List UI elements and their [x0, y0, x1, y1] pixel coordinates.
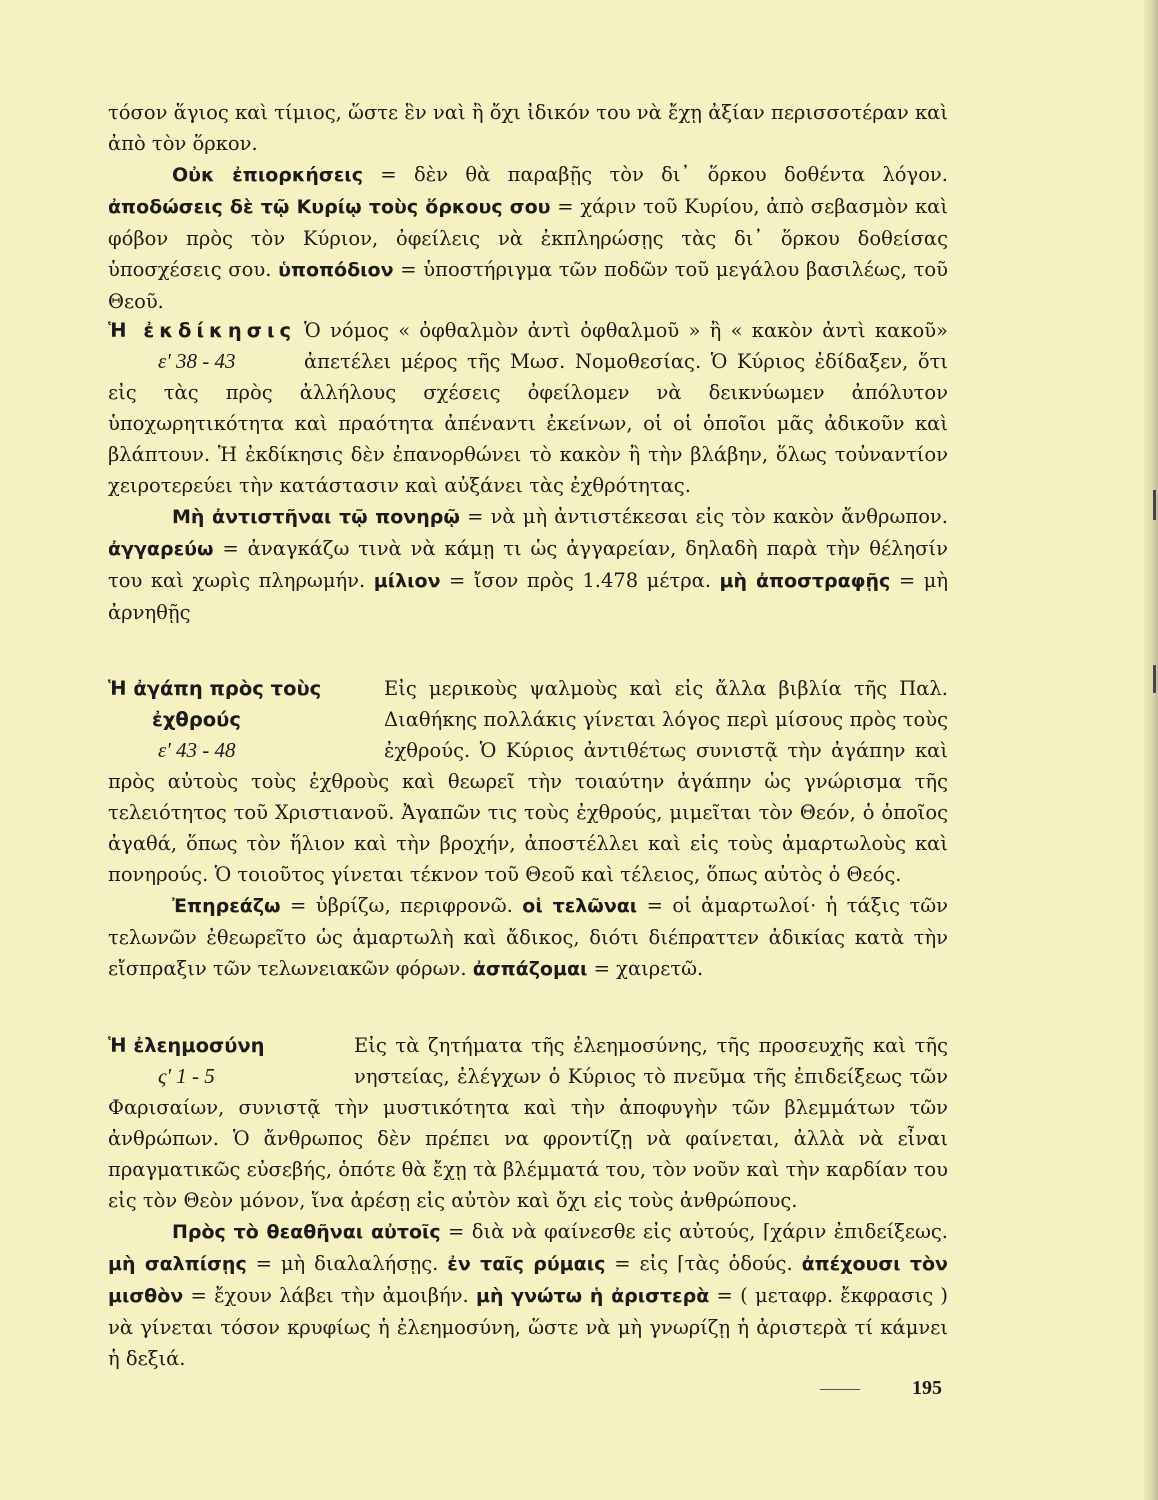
- glossary-definition: = διὰ νὰ φαίνεσθε εἰς αὐτούς, ⌈χάριν ἐπιδείξεως.: [440, 1220, 948, 1243]
- footer-rule: [820, 1389, 860, 1390]
- glossary-definition: = ἀναγκάζω τινὰ νὰ κάμῃ τι ὡς ἀγγαρείαν, δηλαδὴ παρὰ τὴν θέλησίν του καὶ χωρὶς πληρωμήν.: [108, 537, 948, 592]
- glossary-term: Ἐπηρεάζω: [172, 895, 281, 917]
- section-reference: ε' 43 - 48: [158, 738, 236, 762]
- glossary-term: Οὐκ ἐπιορκήσεις: [172, 164, 363, 186]
- section-heading: [108, 1030, 348, 1092]
- glossary-definition: = ( μεταφρ. ἔκφρασις ) νὰ γίνεται τόσον κρυφίως ἡ ἐλεημοσύνη, ὥστε νὰ μὴ γνωρίζῃ ἡ ἀριστερὰ τί κάμνει ἡ δεξιά.: [108, 1284, 948, 1370]
- section-text: Εἰς τὰ ζητήματα τῆς ἐλεημοσύνης, τῆς προσευχῆς καὶ τῆς νηστείας, ἐλέγχων ὁ Κύριος τὸ πνεῦμα τῆς ἐπιδείξεως τῶν Φαρισαίων, συνιστᾷ τὴν μυστικότητα καὶ τὴν ἀποφυγὴν τῶν βλεμμάτων τῶν ἀνθρώπων. Ὁ ἄνθρωπος δὲν πρέπει να φροντίζῃ νὰ φαίνεται, ἀλλὰ νὰ εἶναι πραγματικῶς εὐσεβής, ὁπότε θὰ ἔχῃ τὰ βλέμματά του, τὸν νοῦν καὶ τὴν καρδίαν του εἰς τὸν Θεὸν μόνον, ἵνα ἀρέσῃ εἰς αὐτὸν καὶ ὄχι εἰς τοὺς ἀνθρώπους.: [108, 1034, 948, 1212]
- section-title: Ἡ ἐκδίκησις: [108, 319, 297, 342]
- glossary-definition: = χάριν τοῦ Κυρίου, ἀπὸ σεβασμὸν καὶ φόβον πρὸς τὸν Κύριον, ὀφείλεις νὰ ἐκπληρώσῃς τὰς δι᾿ ὅρκου δοθείσας ὑποσχέσεις σου.: [108, 195, 948, 281]
- glossary-term: μὴ ἀποστραφῇς: [719, 570, 891, 592]
- glossary-definition: = χαιρετῶ.: [587, 957, 704, 980]
- glossary-definition: = νὰ μὴ ἀντιστέκεσαι εἰς τὸν κακὸν ἄνθρωπον.: [459, 505, 948, 528]
- section-reference: ε' 38 - 43: [158, 349, 236, 373]
- glossary-definition: = ὑποστήριγμα τῶν ποδῶν τοῦ μεγάλου βασιλέως, τοῦ Θεοῦ.: [108, 258, 949, 313]
- glossary-term: οἱ τελῶναι: [522, 895, 638, 917]
- glossary-definition: = ἴσον πρὸς 1.478 μέτρα.: [440, 569, 720, 592]
- glossary-definition: = ἔχουν λάβει τὴν ἀμοιβήν.: [183, 1284, 476, 1307]
- glossary-term: μίλιον: [373, 570, 441, 592]
- glossary-definition: = ὑβρίζω, περιφρονῶ.: [280, 894, 523, 917]
- intro-line: τόσον ἅγιος καὶ τίμιος, ὥστε ἓν ναὶ ἢ ὄχι ἰδικόν του νὰ ἔχῃ ἀξίαν περισσοτέραν καὶ ἀπὸ τὸν ὅρκον.: [108, 101, 948, 155]
- glossary-definition: = δὲν θὰ παραβῇς τὸν δι᾿ ὅρκου δοθέντα λόγον.: [362, 163, 948, 186]
- glossary-term: ἀγγαρεύω: [108, 538, 214, 560]
- section-text: Ὁ νόμος « ὀφθαλμὸν ἀντὶ ὀφθαλμοῦ » ἢ « κακὸν ἀντὶ κακοῦ» ἀπετέλει μέρος τῆς Μωσ. Νομοθεσίας. Ὁ Κύριος ἐδίδαξεν, ὅτι εἰς τὰς πρὸς ἀλλήλους σχέσεις ὀφείλομεν νὰ δεικνύωμεν ἀπόλυτον ὑποχωρητικότητα καὶ πραότητα ἀπέναντι ἐκείνων, οἱ οἱ ὁποῖοι μᾶς ἀδικοῦν καὶ βλάπτουν. Ἡ ἐκδίκησις δὲν ἐπανορθώνει τὸ κακὸν ἢ τὴν βλάβην, ὅλως τοὐναντίον χειροτερεύει τὴν κατάστασιν καὶ αὐξάνει τὰς ἐχθρότητας.: [108, 319, 948, 497]
- glossary-term: ἀσπάζομαι: [472, 958, 588, 980]
- glossary-paragraph: [108, 501, 948, 628]
- section-vengeance: [108, 315, 948, 628]
- section-title: Ἡ ἀγάπη πρὸς τοὺς: [108, 677, 322, 700]
- glossary-term: Πρὸς τὸ θεαθῆναι αὐτοῖς: [172, 1221, 441, 1243]
- edge-mark: [1153, 665, 1156, 693]
- glossary-term: μὴ γνώτω ἡ ἀριστερὰ: [475, 1285, 710, 1307]
- glossary-term: ἀπέχουσι τὸν μισθὸν: [108, 1253, 948, 1307]
- glossary-definition: = εἰς ⌈τὰς ὁδούς.: [605, 1252, 802, 1275]
- glossary-term: Μὴ ἀντιστῆναι τῷ πονηρῷ: [172, 506, 460, 528]
- glossary-definition: = μὴ ἀρνηθῇς: [108, 569, 949, 624]
- page-edge: [1144, 0, 1158, 1500]
- edge-mark: [1153, 490, 1156, 520]
- glossary-definition: = μὴ διαλαλήσῃς.: [246, 1252, 448, 1275]
- glossary-paragraph: [108, 1216, 948, 1374]
- glossary-term: ὑποπόδιον: [278, 259, 394, 281]
- glossary-paragraph: [108, 890, 948, 985]
- section-reference: ς' 1 - 5: [158, 1064, 215, 1088]
- glossary-block-intro: [108, 97, 948, 317]
- section-text: Εἰς μερικοὺς ψαλμοὺς καὶ εἰς ἄλλα βιβλία τῆς Παλ. Διαθήκης πολλάκις γίνεται λόγος περὶ μίσους πρὸς τοὺς ἐχθρούς. Ὁ Κύριος ἀντιθέτως συνιστᾷ τὴν ἀγάπην καὶ πρὸς αὐτοὺς τοὺς ἐχθροὺς καὶ θεωρεῖ τὴν τοιαύτην ἀγάπην ὡς γνώρισμα τῆς τελειότητος τοῦ Χριστιανοῦ. Ἀγαπῶν τις τοὺς ἐχθρούς, μιμεῖται τὸν Θεόν, ὁ ὁποῖος ἀγαθά, ὅπως τὸν ἥλιον καὶ τὴν βροχήν, ἀποστέλλει καὶ εἰς τοὺς ἁμαρτωλοὺς καὶ πονηρούς. Ὁ τοιοῦτος γίνεται τέκνον τοῦ Θεοῦ καὶ τέλειος, ὅπως αὐτὸς ὁ Θεός.: [108, 677, 948, 886]
- section-heading: [108, 673, 378, 766]
- glossary-definition: = οἱ ἁμαρτωλοί· ἡ τάξις τῶν τελωνῶν ἐθεωρεῖτο ὡς ἁμαρτωλὴ καὶ ἄδικος, διότι διέπραττεν ἀδικίας κατὰ τὴν εἴσπραξιν τῶν τελωνειακῶν φόρων.: [108, 894, 948, 980]
- glossary-term: ἐν ταῖς ρύμαις: [447, 1253, 606, 1275]
- section-love-of-enemies: [108, 673, 948, 985]
- page-number: 195: [912, 1377, 942, 1399]
- glossary-term: ἀποδώσεις δὲ τῷ Κυρίῳ τοὺς ὅρκους σου: [108, 196, 551, 218]
- section-title-continued: ἐχθρούς: [152, 708, 241, 731]
- glossary-term: μὴ σαλπίσῃς: [108, 1253, 247, 1275]
- section-title: Ἡ ἐλεημοσύνη: [108, 1034, 265, 1057]
- section-heading: [108, 315, 298, 377]
- section-almsgiving: [108, 1030, 948, 1374]
- glossary-paragraph: [108, 159, 948, 317]
